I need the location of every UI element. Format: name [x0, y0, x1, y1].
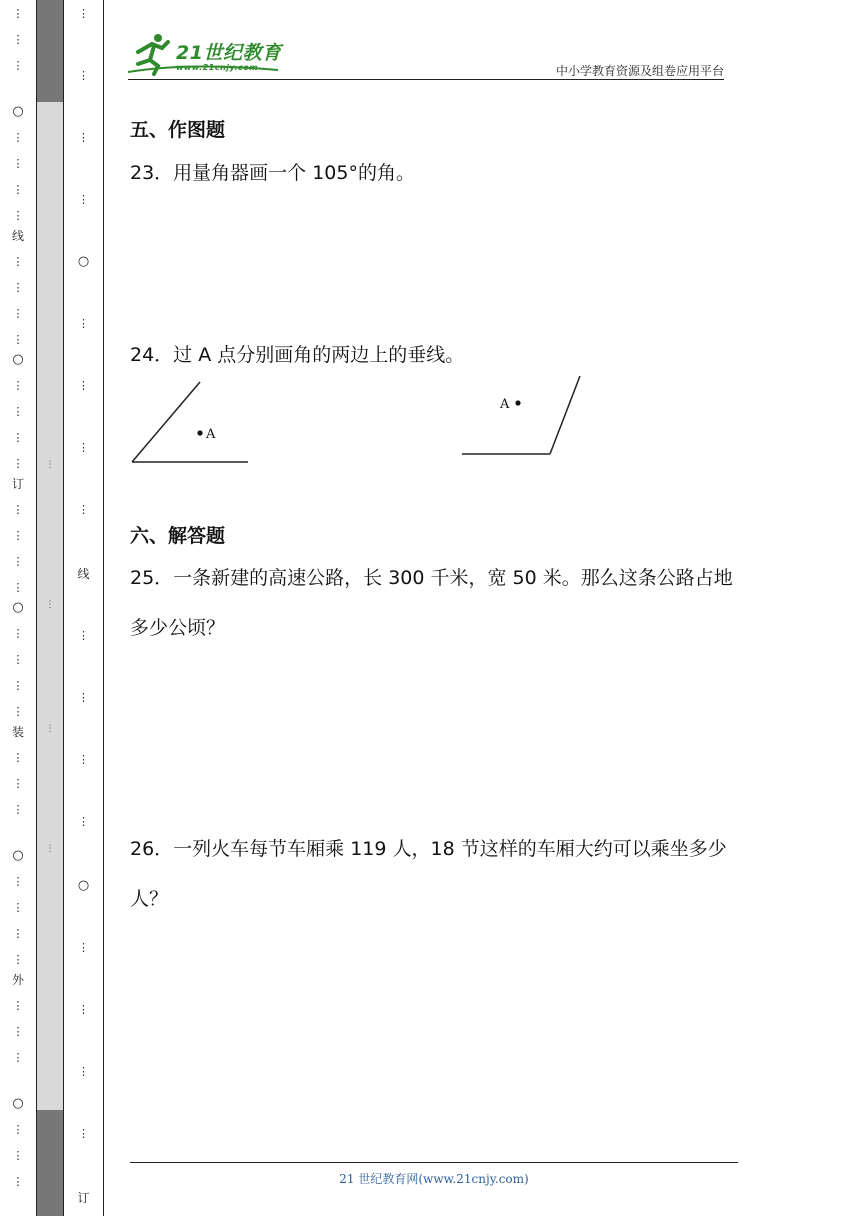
dots-mark: ⋮ — [12, 1025, 24, 1038]
gray-dots-mark: ⋮ — [45, 600, 55, 610]
dots-mark: ⋮ — [12, 627, 24, 640]
gray-dots-mark: ⋮ — [45, 844, 55, 854]
inner-binding-column — [64, 0, 104, 1216]
point-a-dot — [197, 430, 202, 435]
dots-mark: ⋮ — [78, 193, 89, 206]
dots-mark: ⋮ — [78, 131, 89, 144]
dots-mark: ⋮ — [12, 503, 24, 516]
dots-mark: ⋮ — [78, 691, 89, 704]
footer-text: 21 世纪教育网(www.21cnjy.com) — [339, 1172, 529, 1186]
dots-mark: ⋮ — [12, 307, 24, 320]
dots-mark: ⋮ — [12, 333, 24, 346]
dots-mark: ⋮ — [12, 1149, 24, 1162]
dots-mark: ⋮ — [12, 529, 24, 542]
circle-mark: ○ — [77, 254, 90, 269]
dots-mark: ⋮ — [12, 705, 24, 718]
dots-mark: ⋮ — [12, 379, 24, 392]
dots-mark: ⋮ — [12, 953, 24, 966]
circle-mark: ○ — [12, 848, 24, 863]
angle-figure-left — [126, 376, 256, 468]
dots-mark: ⋮ — [78, 815, 89, 828]
dots-mark: ⋮ — [12, 927, 24, 940]
dots-mark: ⋮ — [78, 441, 89, 454]
dots-mark: ⋮ — [78, 941, 89, 954]
section-title-5: 五、作图题 — [130, 119, 226, 141]
dots-mark: ⋮ — [12, 431, 24, 444]
circle-mark: ○ — [12, 600, 24, 615]
dots-mark: ⋮ — [12, 33, 24, 46]
point-a-dot — [515, 400, 520, 405]
header-platform-text: 中小学教育资源及组卷应用平台 — [555, 64, 724, 78]
header-rule — [128, 79, 724, 80]
dots-mark: ⋮ — [12, 209, 24, 222]
dots-mark: ⋮ — [78, 503, 89, 516]
binding-char-line: 线 — [11, 229, 24, 243]
circle-mark: ○ — [12, 104, 24, 119]
dots-mark: ⋮ — [12, 875, 24, 888]
angle-figure-right — [458, 372, 588, 460]
binding-margin — [0, 0, 104, 1216]
dots-mark: ⋮ — [12, 1175, 24, 1188]
dots-mark: ⋮ — [12, 255, 24, 268]
dots-mark: ⋮ — [12, 679, 24, 692]
section-title-6: 六、解答题 — [130, 525, 226, 547]
question-26: 26．一列火车每节车厢乘 119 人，18 节这样的车厢大约可以乘坐多少人？ — [130, 838, 727, 910]
dots-mark: ⋮ — [12, 131, 24, 144]
binding-char-inner-line: 线 — [77, 567, 90, 581]
dots-mark: ⋮ — [12, 457, 24, 470]
dots-mark: ⋮ — [12, 555, 24, 568]
dots-mark: ⋮ — [78, 7, 89, 20]
dots-mark: ⋮ — [12, 183, 24, 196]
dots-mark: ⋮ — [12, 653, 24, 666]
gray-dots-mark: ⋮ — [45, 724, 55, 734]
question-24: 24．过 A 点分别画角的两边上的垂线。 — [130, 344, 465, 366]
logo-text: 21世纪教育 — [176, 42, 282, 64]
dots-mark: ⋮ — [78, 753, 89, 766]
circle-mark: ○ — [12, 352, 24, 367]
dots-mark: ⋮ — [12, 999, 24, 1012]
gray-dark-top — [37, 0, 63, 102]
dots-mark: ⋮ — [78, 1127, 89, 1140]
angle-side-slanted — [132, 382, 200, 462]
angle-side-slanted — [550, 376, 580, 454]
point-a-label: A — [206, 427, 216, 442]
binding-gray-strip — [36, 0, 64, 1216]
dots-mark: ⋮ — [12, 1051, 24, 1064]
dots-mark: ⋮ — [12, 7, 24, 20]
question-25: 25．一条新建的高速公路，长 300 千米，宽 50 米。那么这条公路占地多少公顷？ — [130, 567, 733, 639]
point-a-label: A — [500, 397, 510, 412]
circle-mark: ○ — [77, 878, 90, 893]
dots-mark: ⋮ — [12, 405, 24, 418]
dots-mark: ⋮ — [12, 803, 24, 816]
dots-mark: ⋮ — [78, 1065, 89, 1078]
dots-mark: ⋮ — [12, 901, 24, 914]
dots-mark: ⋮ — [12, 751, 24, 764]
dots-mark: ⋮ — [78, 379, 89, 392]
gray-dark-bottom — [37, 1110, 63, 1216]
binding-char-inner-ding: 订 — [77, 1191, 90, 1205]
dots-mark: ⋮ — [78, 629, 89, 642]
dots-mark: ⋮ — [12, 281, 24, 294]
dots-mark: ⋮ — [78, 317, 89, 330]
logo-url: www.21cnjy.com — [176, 63, 259, 72]
outer-binding-column — [0, 0, 36, 1216]
dots-mark: ⋮ — [12, 59, 24, 72]
binding-char-ding: 订 — [11, 477, 24, 491]
dots-mark: ⋮ — [12, 777, 24, 790]
dots-mark: ⋮ — [12, 581, 24, 594]
dots-mark: ⋮ — [12, 157, 24, 170]
circle-mark: ○ — [12, 1096, 24, 1111]
binding-char-wai: 外 — [11, 973, 24, 987]
binding-char-zhuang: 装 — [11, 725, 24, 739]
dots-mark: ⋮ — [78, 69, 89, 82]
gray-dots-mark: ⋮ — [45, 460, 55, 470]
dots-mark: ⋮ — [78, 1003, 89, 1016]
dots-mark: ⋮ — [12, 1123, 24, 1136]
footer-rule — [130, 1162, 738, 1163]
question-23: 23．用量角器画一个 105°的角。 — [130, 162, 415, 184]
